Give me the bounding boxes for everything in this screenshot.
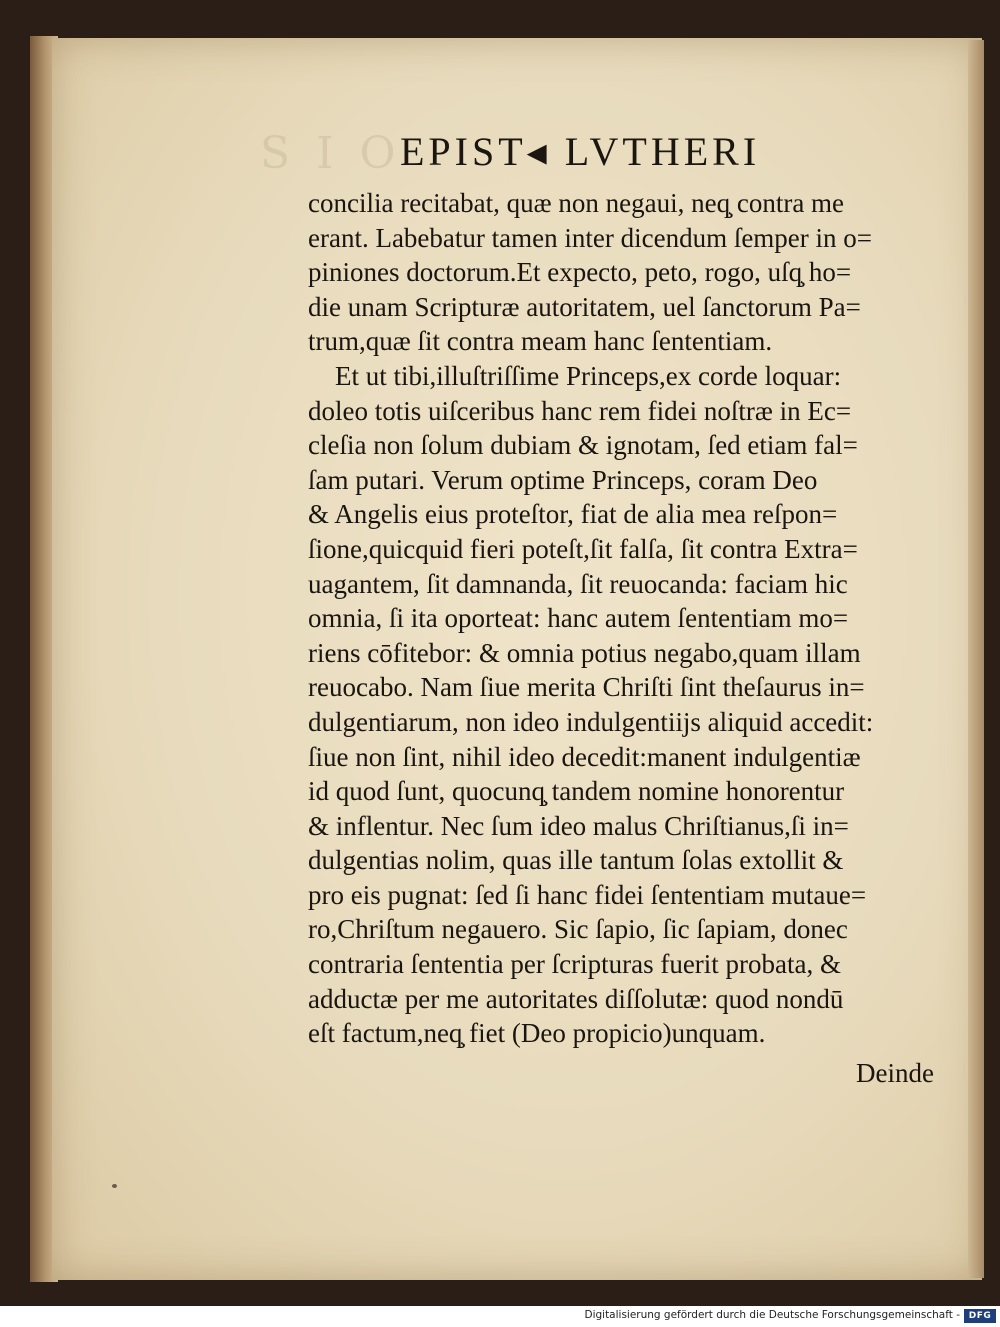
text-line: contraria ſententia per ſcripturas fuerit probata, & [308, 949, 842, 980]
text-line: uagantem, ſit damnanda, ſit reuocanda: faciam hic [308, 568, 848, 599]
text-line: ro,Chriſtum negauero. Sic ſapio, ſic ſapiam, donec [308, 914, 848, 945]
page-edge-right [968, 40, 984, 1278]
text-line: ſiue non ſint, nihil ideo decedit:manent indulgentiæ [308, 741, 861, 772]
text-line: die unam Scripturæ autoritatem, uel ſanctorum Pa= [308, 291, 861, 322]
bleed-through-shadow: S I O [260, 128, 402, 179]
funding-credit: Digitalisierung gefördert durch die Deutsche Forschungsgemeinschaft - [584, 1309, 960, 1321]
text-line: id quod ſunt, quocunq̧ tandem nomine honorentur [308, 776, 845, 807]
text-line: trum,quæ ſit contra meam hanc ſententiam. [308, 326, 773, 357]
text-line: reuocabo. Nam ſiue merita Chriſti ſint theſaurus in= [308, 672, 865, 703]
text-line: pro eis pugnat: ſed ſi hanc fidei ſententiam mutaue= [308, 879, 867, 910]
text-line: dulgentias nolim, quas ille tantum ſolas extollit & [308, 845, 844, 876]
text-line: & Angelis eius proteſtor, fiat de alia mea reſpon= [308, 499, 838, 530]
text-line: cleſia non ſolum dubiam & ignotam, ſed etiam fal= [308, 430, 858, 461]
text-line: ſam putari. Verum optime Princeps, coram Deo [308, 464, 818, 495]
text-line: riens cōfitebor: & omnia potius negabo,quam illam [308, 637, 861, 668]
running-head: EPIST◂ LVTHERI [400, 129, 761, 174]
text-line: eſt factum,neq̧ fiet (Deo propicio)unquam. [308, 1018, 766, 1049]
footer-bar [0, 1306, 1000, 1327]
text-line: dulgentiarum, non ideo indulgentiĳs aliquid accedit: [308, 706, 874, 737]
body-text [308, 186, 948, 1051]
text-line: & inflentur. Nec ſum ideo malus Chriſtianus,ſi in= [308, 810, 849, 841]
text-line: Et ut tibi,illuſtriſſime Princeps,ex corde loquar: [308, 360, 842, 391]
dfg-logo: DFG [964, 1309, 996, 1323]
text-line: concilia recitabat, quæ non negaui, neq̧ contra me [308, 188, 845, 218]
text-line: ſione,quicquid fieri poteſt,ſit falſa, ſit contra Extra= [308, 533, 858, 564]
text-line: erant. Labebatur tamen inter dicendum ſemper in o= [308, 222, 873, 253]
paper-speck [112, 1184, 117, 1188]
text-line: adductæ per me autoritates diſſolutæ: quod nondū [308, 983, 844, 1014]
text-line: doleo totis uiſceribus hanc rem fidei noſtræ in Ec= [308, 395, 852, 426]
catchword: Deinde [856, 1058, 934, 1088]
text-line: piniones doctorum.Et expecto, peto, rogo, uſq̧ ho= [308, 257, 852, 288]
text-line: omnia, ſi ita oporteat: hanc autem ſententiam mo= [308, 603, 849, 634]
